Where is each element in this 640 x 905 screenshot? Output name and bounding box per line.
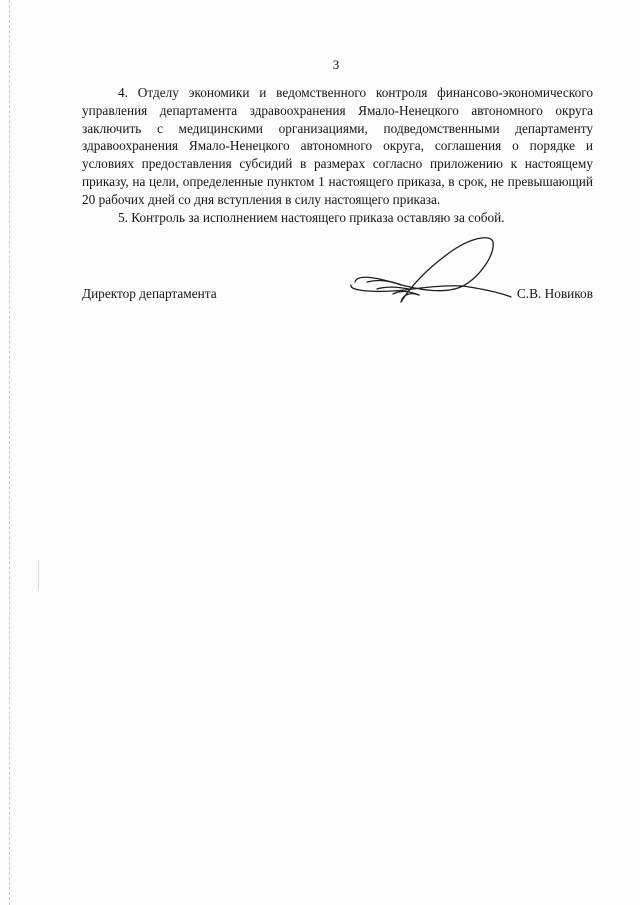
scan-speck [38,560,39,590]
paragraph-4: 4. Отделу экономики и ведомственного контроля финансово-экономического управления департамента здравоохранения Ямало-Ненецкого автономного округа заключить с медицинскими организациями, подведомственными департаменту здравоохранения Ямало-Ненецкого автономного округа, соглашения о порядке и условиях предоставления субсидий в размерах согласно приложению к настоящему приказу, на цели, определенные пунктом 1 настоящего приказа, в срок, не превышающий 20 рабочих дней со дня вступления в силу настоящего приказа. [82,85,593,207]
document-body [82,84,593,226]
signer-name: С.В. Новиков [516,286,593,301]
signer-title: Директор департамента [82,286,217,301]
page-number: 3 [332,57,340,72]
paragraph-5: 5. Контроль за исполнением настоящего приказа оставляю за собой. [118,209,505,225]
handwritten-signature [335,232,530,312]
scan-edge-line [9,0,10,905]
